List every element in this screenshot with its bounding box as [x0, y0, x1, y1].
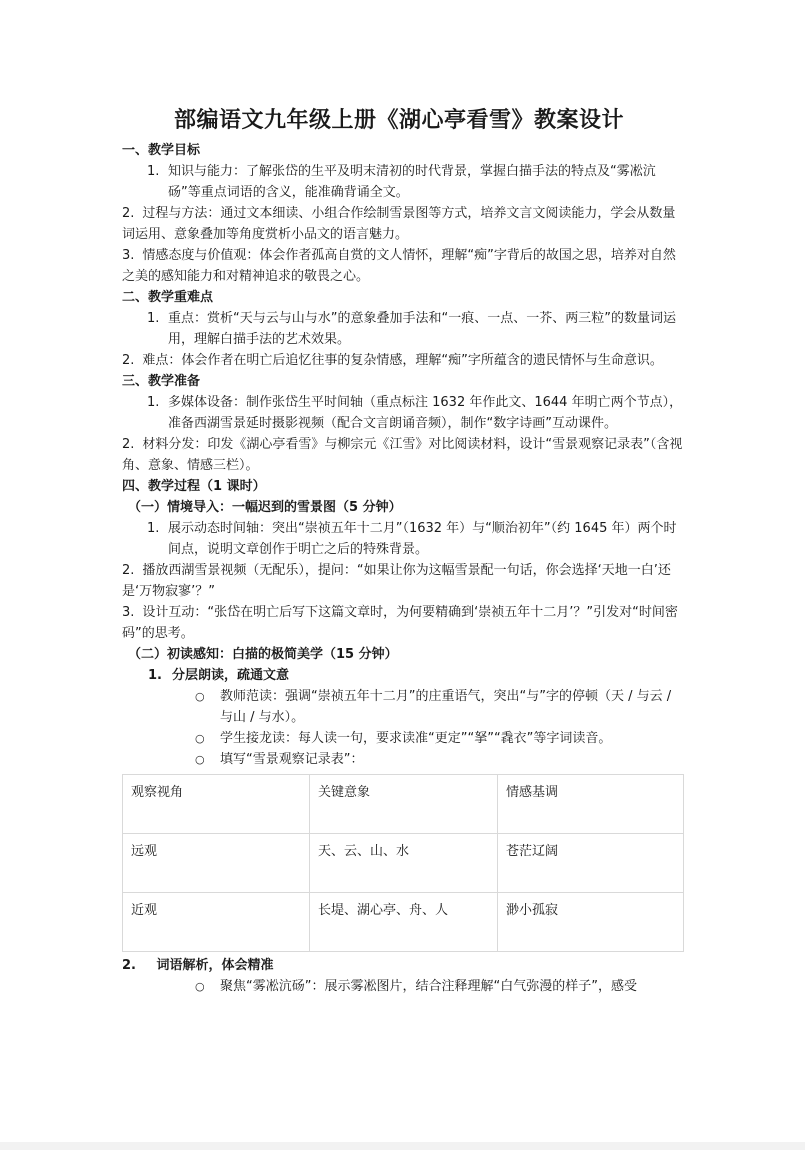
bullet-icon: ○ [195, 980, 205, 993]
item-number: 2. [122, 563, 135, 578]
table-cell: 渺小孤寂 [498, 893, 684, 952]
table-header-cell: 关键意象 [310, 775, 498, 834]
item-text: 播放西湖雪景视频（无配乐），提问：“如果让你为这幅雪景配一句话，你会选择‘天地一白’还是‘万物寂寥’？” [122, 563, 671, 599]
item-text: 材料分发：印发《湖心亭看雪》与柳宗元《江雪》对比阅读材料，设计“雪景观察记录表”（含视角、意象、情感三栏）。 [122, 437, 683, 473]
table-header-cell: 情感基调 [498, 775, 684, 834]
list-item [122, 203, 684, 245]
item-text: 难点：体会作者在明亡后追忆往事的复杂情感，理解“痴”字所蕴含的遗民情怀与生命意识。 [142, 353, 663, 368]
table-row [123, 893, 684, 952]
bullet-text: 聚焦“雾凇沆砀”：展示雾凇图片，结合注释理解“白气弥漫的样子”，感受 [220, 979, 637, 994]
step-label: 词语解析，体会精准 [156, 958, 274, 973]
step-number: 2. [122, 958, 136, 973]
list-item [122, 518, 684, 560]
list-item [122, 350, 684, 371]
item-text: 多媒体设备：制作张岱生平时间轴（重点标注 1632 年作此文、1644 年明亡两个节点），准备西湖雪景延时摄影视频（配合文言朗诵音频），制作“数字诗画”互动课件。 [168, 395, 683, 431]
document-content [122, 104, 684, 997]
bullet-item [122, 749, 684, 770]
list-item [122, 602, 684, 644]
item-text: 重点：赏析“天与云与山与水”的意象叠加手法和“一痕、一点、一芥、两三粒”的数量词运用，理解白描手法的艺术效果。 [168, 311, 676, 347]
table-row [123, 834, 684, 893]
bullet-text: 教师范读：强调“崇祯五年十二月”的庄重语气，突出“与”字的停顿（天 / 与云 / 与山 / 与水）。 [220, 689, 672, 725]
item-number: 2. [122, 206, 135, 221]
table-header-cell: 观察视角 [123, 775, 310, 834]
bullet-icon: ○ [195, 732, 205, 745]
step-heading [122, 665, 684, 686]
table-cell: 远观 [123, 834, 310, 893]
item-number: 3. [122, 605, 135, 620]
item-number: 1. [147, 521, 160, 536]
item-text: 展示动态时间轴：突出“崇祯五年十二月”（1632 年）与“顺治初年”（约 1645 年）两个时间点，说明文章创作于明亡之后的特殊背景。 [168, 521, 677, 557]
section-heading: 二、教学重难点 [122, 290, 214, 305]
item-number: 3. [122, 248, 135, 263]
item-number: 1. [147, 311, 160, 326]
table-cell: 长堤、湖心亭、舟、人 [310, 893, 498, 952]
item-number: 1. [147, 164, 160, 179]
observation-table [122, 774, 684, 952]
bullet-text: 学生接龙读：每人读一句，要求读准“更定”“拏”“毳衣”等字词读音。 [220, 731, 612, 746]
list-item [122, 161, 684, 203]
table-cell: 近观 [123, 893, 310, 952]
item-number: 2. [122, 437, 135, 452]
bullet-icon: ○ [195, 690, 205, 703]
step-heading [122, 955, 684, 976]
list-item [122, 392, 684, 434]
item-text: 知识与能力：了解张岱的生平及明末清初的时代背景，掌握白描手法的特点及“雾凇沆砀”等重点词语的含义，能准确背诵全文。 [168, 164, 656, 200]
table-header-row [123, 775, 684, 834]
step-number: 1. [148, 668, 162, 683]
page-title: 部编语文九年级上册《湖心亭看雪》教案设计 [173, 108, 624, 133]
step-label: 分层朗读，疏通文意 [172, 668, 290, 683]
item-text: 设计互动：“张岱在明亡后写下这篇文章时，为何要精确到‘崇祯五年十二月’？”引发对“时间密码”的思考。 [122, 605, 678, 641]
bullet-icon: ○ [195, 753, 205, 766]
table-cell: 苍茫辽阔 [498, 834, 684, 893]
bullet-item [122, 686, 684, 728]
table-cell: 天、云、山、水 [310, 834, 498, 893]
bullet-text: 填写“雪景观察记录表”： [220, 752, 364, 767]
list-item [122, 434, 684, 476]
section-heading: 四、教学过程（1 课时） [122, 479, 266, 494]
item-text: 过程与方法：通过文本细读、小组合作绘制雪景图等方式，培养文言文阅读能力，学会从数量词运用、意象叠加等角度赏析小品文的语言魅力。 [122, 206, 676, 242]
bullet-item [122, 728, 684, 749]
section-heading: 一、教学目标 [122, 143, 201, 158]
item-text: 情感态度与价值观：体会作者孤高自赏的文人情怀，理解“痴”字背后的故国之思，培养对自然之美的感知能力和对精神追求的敬畏之心。 [122, 248, 676, 284]
bullet-item [122, 976, 684, 997]
list-item [122, 308, 684, 350]
subsection-heading: （一）情境导入：一幅迟到的雪景图（5 分钟） [128, 500, 402, 515]
section-heading: 三、教学准备 [122, 374, 201, 389]
item-number: 1. [147, 395, 160, 410]
list-item [122, 245, 684, 287]
list-item [122, 560, 684, 602]
subsection-heading: （二）初读感知：白描的极简美学（15 分钟） [128, 647, 398, 662]
item-number: 2. [122, 353, 135, 368]
